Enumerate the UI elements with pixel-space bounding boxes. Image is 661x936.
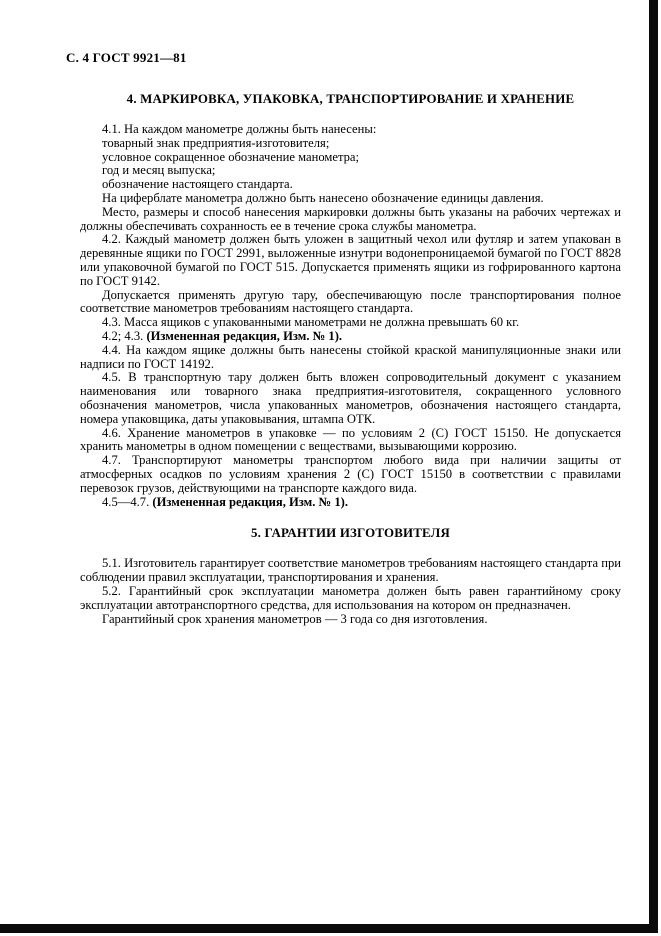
paragraph bbox=[80, 123, 621, 137]
paragraph bbox=[80, 316, 621, 330]
paragraph bbox=[80, 427, 621, 455]
paragraph-text: условное сокращенное обозначение манометра; bbox=[102, 149, 360, 164]
section-title: 5. ГАРАНТИИ ИЗГОТОВИТЕЛЯ bbox=[251, 526, 450, 541]
paragraph bbox=[80, 330, 621, 344]
section-title: 4. МАРКИРОВКА, УПАКОВКА, ТРАНСПОРТИРОВАНИЕ И ХРАНЕНИЕ bbox=[126, 92, 575, 106]
paragraph bbox=[80, 137, 621, 151]
paragraph-text: 4.5. В транспортную тару должен быть вложен сопроводительный документ с указанием наименования или товарного знака предприятия-изготовителя, сокращенного условного обозначения манометров, числа упакованных манометров, обозначения настоящего стандарта, номера упаковщика, даты упаковывания, штампа ОТК. bbox=[80, 370, 621, 426]
paragraph bbox=[80, 206, 621, 234]
page-header: С. 4 ГОСТ 9921—81 bbox=[66, 50, 187, 65]
paragraph bbox=[80, 557, 621, 585]
paragraph bbox=[80, 178, 621, 192]
paragraph bbox=[80, 289, 621, 317]
paragraph-text: 4.7. Транспортируют манометры транспортом любого вида при наличии защиты от атмосферных осадков по условиям хранения 2 (С) ГОСТ 15150 в соответствии с правилами перевозок грузов, действующими на транспорте каждого вида. bbox=[80, 453, 621, 495]
paragraph-text: 4.4. На каждом ящике должны быть нанесены стойкой краской манипуляционные знаки или надписи по ГОСТ 14192. bbox=[80, 342, 621, 371]
paragraph bbox=[80, 233, 621, 288]
paragraph bbox=[80, 496, 621, 510]
paragraph-text: 4.6. Хранение манометров в упаковке — по условиям 2 (С) ГОСТ 15150. Не допускается хранить манометры в одном помещении с веществами, вызывающими коррозию. bbox=[80, 425, 621, 454]
paragraph-text: 4.5—4.7. bbox=[102, 494, 153, 509]
paragraph-text: Допускается применять другую тару, обеспечивающую после транспортирования полное соответствие манометров требованиям настоящего стандарта. bbox=[80, 287, 621, 316]
section bbox=[80, 526, 621, 626]
paragraph-text: 4.2. Каждый манометр должен быть уложен в защитный чехол или футляр и затем упакован в деревянные ящики по ГОСТ 2991, выложенные изнутри водонепроницаемой бумагой по ГОСТ 8828 или упаковочной бумагой по ГОСТ 515. Допускается применять ящики из гофрированного картона по ГОСТ 9142. bbox=[80, 232, 621, 288]
paragraph-text: 4.3. Масса ящиков с упакованными манометрами не должна превышать 60 кг. bbox=[102, 315, 520, 330]
paragraph bbox=[80, 164, 621, 178]
section bbox=[80, 92, 621, 509]
paragraph bbox=[80, 344, 621, 372]
paragraph-text: товарный знак предприятия-изготовителя; bbox=[102, 135, 330, 150]
paragraph-text: 5.2. Гарантийный срок эксплуатации манометра должен быть равен гарантийному сроку эксплуатации автотранспортного средства, для использования на котором он предназначен. bbox=[80, 583, 621, 612]
paragraph-text: 4.1. На каждом манометре должны быть нанесены: bbox=[102, 122, 377, 136]
paragraph bbox=[80, 151, 621, 165]
paragraph-text: 4.2; 4.3. bbox=[102, 328, 147, 343]
paragraph-text: Место, размеры и способ нанесения маркировки должны быть указаны на рабочих чертежах и должны обеспечивать сохранность ее в течение срока службы манометра. bbox=[80, 204, 621, 233]
paragraph-text: 5.1. Изготовитель гарантирует соответствие манометров требованиям настоящего стандарта при соблюдении правил эксплуатации, транспортирования и хранения. bbox=[80, 556, 621, 585]
document-content bbox=[80, 92, 621, 626]
paragraph bbox=[80, 192, 621, 206]
paragraph-text: Гарантийный срок хранения манометров — 3 года со дня изготовления. bbox=[102, 611, 488, 626]
paragraph-bold-note: (Измененная редакция, Изм. № 1). bbox=[146, 328, 343, 343]
paragraph bbox=[80, 585, 621, 613]
paragraph bbox=[80, 371, 621, 426]
scan-edge-bottom bbox=[0, 924, 658, 933]
paragraph-text: год и месяц выпуска; bbox=[102, 163, 216, 178]
paragraph-text: На циферблате манометра должно быть нанесено обозначение единицы давления. bbox=[102, 190, 544, 205]
paragraph-bold-note: (Измененная редакция, Изм. № 1). bbox=[152, 494, 349, 509]
scan-edge-right bbox=[649, 0, 658, 933]
paragraph bbox=[80, 454, 621, 495]
paragraph-text: обозначение настоящего стандарта. bbox=[102, 177, 293, 192]
paragraph bbox=[80, 613, 621, 627]
